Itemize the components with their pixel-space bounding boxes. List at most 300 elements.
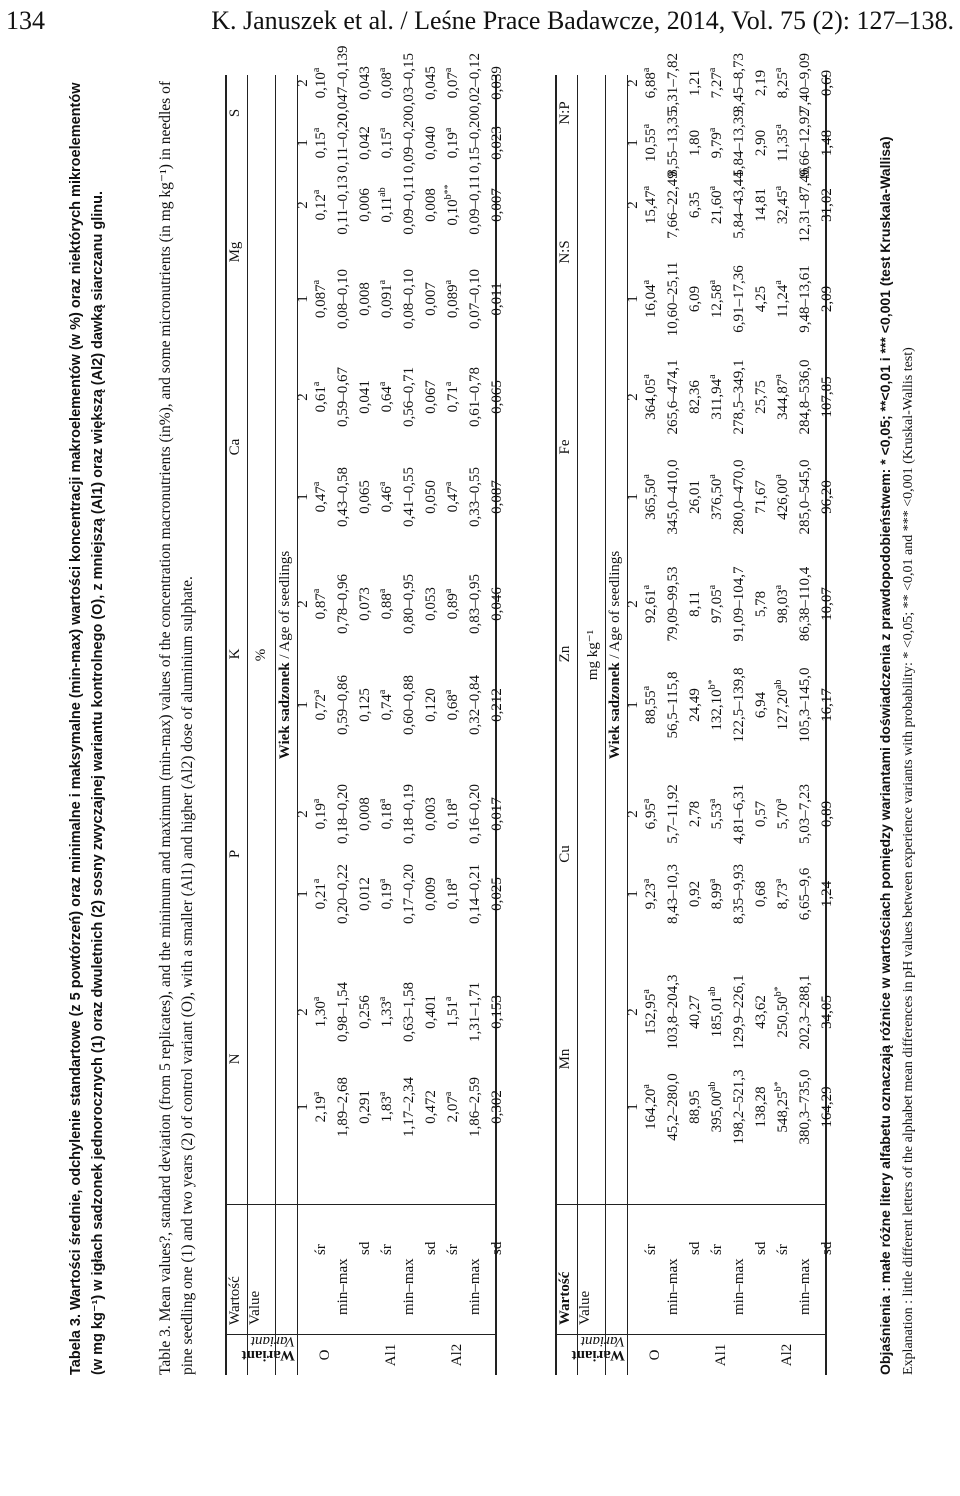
table-cell: 0,212: [489, 688, 505, 722]
value-header: Wartość: [227, 1276, 243, 1325]
element-header: K: [227, 648, 243, 660]
table-cell: 103,8–204,3: [665, 974, 681, 1050]
table-cell: 10,07: [819, 587, 835, 621]
table-cell: 0,07–0,10: [467, 269, 483, 329]
table-cell: 24,49: [687, 688, 703, 722]
table-cell: 0,006: [357, 188, 373, 222]
table-cell: 0,46$^a$: [377, 481, 395, 513]
table-cell: 8,55–13,35: [665, 109, 681, 177]
element-header: Zn: [557, 645, 573, 663]
table-cell: 92,61$^a$: [641, 584, 659, 624]
unit-label: %: [253, 648, 269, 662]
table-cell: 1,83$^a$: [377, 1091, 395, 1123]
table-cell: 2,78: [687, 800, 703, 828]
table-cell: 0,16–0,20: [467, 784, 483, 844]
table-cell: 1,51$^a$: [443, 996, 461, 1028]
table-cell: 5,78: [753, 590, 769, 618]
table-cell: 0,20–0,22: [335, 864, 351, 924]
age-header: [607, 551, 624, 759]
table-cell: 0,80–0,95: [401, 574, 417, 634]
table-cell: 0,41–0,55: [401, 467, 417, 527]
age-header-pl: Wiek sadzonek: [277, 662, 293, 760]
table-cell: 0,050: [423, 480, 439, 514]
table-cell: 12,31–87,46: [797, 167, 813, 243]
table-cell: 105,3–145,0: [797, 667, 813, 743]
table-cell: 7,27$^a$: [707, 67, 725, 99]
rule-line: [297, 75, 298, 1375]
table-cell: 0,56–0,71: [401, 367, 417, 427]
variant-label: Al1: [383, 1343, 399, 1367]
table-cell: 0,401: [423, 995, 439, 1029]
table-cell: 0,042: [357, 126, 373, 160]
stat-label: sd: [753, 1241, 769, 1255]
running-head: K. Januszek et al. / Leśne Prace Badawcze, 2014, Vol. 75 (2): 127–138.: [211, 6, 954, 35]
table-cell: 164,29: [819, 1086, 835, 1128]
table-cell: 88,55$^a$: [641, 685, 659, 725]
table-cell: 0,60–0,88: [401, 675, 417, 735]
table-cell: 344,87$^a$: [773, 374, 791, 420]
age-subheader: 2: [295, 393, 311, 401]
table-cell: 1,48: [819, 129, 835, 157]
table-cell: 7,66–22,49: [665, 171, 681, 239]
table-cell: 43,62: [753, 995, 769, 1029]
table-cell: 0,003: [423, 797, 439, 831]
table-cell: 10,55$^a$: [641, 123, 659, 163]
table-cell: 0,15$^a$: [311, 127, 329, 159]
table-cell: $250,50^{b*}$: [773, 986, 791, 1038]
table-cell: 0,83–0,95: [467, 574, 483, 634]
rule-line: [225, 1204, 495, 1205]
table-cell: 0,11–0,13: [335, 175, 351, 235]
table-cell: 86,38–110,4: [797, 566, 813, 642]
table-cell: 0,61–0,78: [467, 367, 483, 427]
unit-label: mg kg⁻¹: [585, 629, 601, 681]
table-cell: 0,69: [819, 69, 835, 97]
table-cell: 0,03–0,15: [401, 53, 417, 113]
element-header: Ca: [227, 438, 243, 456]
table-cell: 0,041: [357, 380, 373, 414]
table-cell: 0,08$^a$: [377, 67, 395, 99]
table-cell: 0,15–0,20: [467, 113, 483, 173]
table-cell: 79,09–99,53: [665, 566, 681, 642]
page-number: 134: [6, 6, 45, 35]
rule-line: [247, 75, 248, 1375]
age-header-en: / Age of seedlings: [607, 550, 623, 663]
table-cell: 45,2–280,0: [665, 1073, 681, 1141]
table-micronutrients: [555, 53, 871, 1375]
table-cell: 0,08–0,10: [401, 269, 417, 329]
table-cell: 311,94$^a$: [707, 374, 725, 420]
table-cell: 8,73$^a$: [773, 878, 791, 910]
table-cell: 1,33$^a$: [377, 996, 395, 1028]
table-cell: 10,60–25,11: [665, 261, 681, 337]
table-cell: 11,35$^a$: [773, 124, 791, 162]
age-subheader: 1: [625, 701, 641, 709]
age-subheader: 2: [295, 79, 311, 87]
table-cell: 0,053: [423, 587, 439, 621]
age-subheader: 2: [625, 1008, 641, 1016]
age-subheader: 1: [625, 139, 641, 147]
table-cell: 0,71$^a$: [443, 381, 461, 413]
rule-line: [225, 75, 227, 1375]
table-cell: 0,63–1,58: [401, 982, 417, 1042]
element-header: N:P: [557, 101, 573, 125]
value-header-en: Value: [247, 1290, 263, 1325]
table-macronutrients: [225, 45, 555, 1375]
table-cell: 0,88$^a$: [377, 588, 395, 620]
stat-label: śr: [709, 1244, 725, 1255]
table-cell: 0,087$^a$: [311, 279, 329, 319]
variant-label: Al1: [713, 1343, 729, 1367]
table-cell: 395,00$^{ab}$: [707, 1081, 725, 1133]
age-subheader: 2: [625, 600, 641, 608]
stat-label: sd: [489, 1241, 505, 1255]
age-subheader: 2: [295, 201, 311, 209]
table-cell: 5,7–11,92: [665, 784, 681, 844]
table-cell: 0,012: [357, 877, 373, 911]
value-header-en: Value: [577, 1290, 593, 1325]
rule-line: [555, 75, 557, 1375]
table-cell: 138,28: [753, 1086, 769, 1128]
table-cell: 0,120: [423, 688, 439, 722]
table-cell: 0,065: [489, 380, 505, 414]
age-subheader: 1: [625, 493, 641, 501]
table-cell: 0,472: [423, 1090, 439, 1124]
table-cell: 1,30$^a$: [311, 996, 329, 1028]
table-cell: 6,35: [687, 191, 703, 219]
table-cell: 0,64$^a$: [377, 381, 395, 413]
age-subheader: 1: [295, 890, 311, 898]
table-cell: 5,53$^a$: [707, 798, 725, 830]
table-cell: 8,99$^a$: [707, 878, 725, 910]
table-cell: 98,03$^a$: [773, 584, 791, 624]
age-subheader: 2: [625, 810, 641, 818]
table-cell: 0,007: [423, 282, 439, 316]
element-header: Mg: [227, 241, 243, 263]
table-cell: 40,27: [687, 995, 703, 1029]
table-cell: 0,92: [687, 880, 703, 908]
table-cell: 1,21: [687, 69, 703, 97]
table-cell: 278,5–349,1: [731, 359, 747, 435]
rotated-table-block: [65, 45, 960, 1375]
table-cell: 88,95: [687, 1090, 703, 1124]
table-cell: 9,66–12,92: [797, 109, 813, 177]
table-cell: 0,87$^a$: [311, 588, 329, 620]
variant-header: Wariant: [241, 1347, 295, 1363]
footnote-english: Explanation : little different letters of the alphabet mean differences in pH values between experience variants with probability: * <0,05; ** <0,01 and *** <0,001 (Kruskal-Wallis test): [901, 347, 916, 1375]
age-subheader: 2: [625, 201, 641, 209]
table-cell: 0,02–0,12: [467, 53, 483, 113]
table-cell: 0,59–0,86: [335, 675, 351, 735]
table-cell: 0,256: [357, 995, 373, 1029]
table-cell: 4,81–6,31: [731, 784, 747, 844]
table-cell: 164,20$^a$: [641, 1084, 659, 1130]
table-cell: 25,75: [753, 380, 769, 414]
table-cell: 0,43–0,58: [335, 467, 351, 527]
table-cell: 26,01: [687, 480, 703, 514]
element-header: N:S: [557, 240, 573, 264]
table-cell: 82,36: [687, 380, 703, 414]
age-subheader: 1: [295, 493, 311, 501]
stat-label: śr: [775, 1244, 791, 1255]
table-cell: 31,02: [819, 188, 835, 222]
table-cell: $0,10^{b**}$: [443, 184, 461, 226]
table-cell: 345,0–410,0: [665, 459, 681, 535]
table-cell: 0,025: [489, 877, 505, 911]
age-header-pl: Wiek sadzonek: [607, 662, 623, 760]
stat-label: śr: [445, 1244, 461, 1255]
age-subheader: 2: [295, 600, 311, 608]
table-cell: 0,047–0,139: [335, 45, 351, 121]
table-cell: 0,18$^a$: [443, 878, 461, 910]
table-cell: 0,61$^a$: [311, 381, 329, 413]
table-cell: 426,00$^a$: [773, 474, 791, 520]
stat-label: min–max: [401, 1258, 417, 1315]
table-cell: 0,89: [819, 800, 835, 828]
table-cell: 6,09: [687, 285, 703, 313]
age-header: [277, 551, 294, 759]
table-cell: 9,23$^a$: [641, 878, 659, 910]
table-cell: 56,5–115,8: [665, 671, 681, 739]
element-header: Fe: [557, 439, 573, 455]
table-cell: 0,291: [357, 1090, 373, 1124]
age-header-en: / Age of seedlings: [277, 550, 293, 663]
element-header: Mn: [557, 1048, 573, 1070]
table-cell: 0,011: [489, 282, 505, 316]
age-subheader: 2: [625, 79, 641, 87]
element-header: Cu: [557, 845, 573, 863]
table-cell: 8,11: [687, 591, 703, 617]
table-cell: 91,09–104,7: [731, 566, 747, 642]
table-cell: 5,31–7,82: [665, 53, 681, 113]
table-cell: 2,07$^a$: [443, 1091, 461, 1123]
table-cell: 0,18–0,20: [335, 784, 351, 844]
table-cell: 0,89$^a$: [443, 588, 461, 620]
table-cell: 0,18$^a$: [443, 798, 461, 830]
table-cell: 285,0–545,0: [797, 459, 813, 535]
page-header: [0, 0, 960, 60]
table-cell: 0,125: [357, 688, 373, 722]
table-cell: 1,31–1,71: [467, 982, 483, 1042]
table-cell: 32,45$^a$: [773, 185, 791, 225]
variant-label: Al2: [449, 1343, 465, 1367]
variant-label: O: [317, 1349, 333, 1361]
table-cell: 0,15$^a$: [377, 127, 395, 159]
stat-label: min–max: [797, 1258, 813, 1315]
table-cell: 0,10$^a$: [311, 67, 329, 99]
table-cell: 5,84–13,39: [731, 109, 747, 177]
table-cell: 0,19$^a$: [311, 798, 329, 830]
table-cell: 0,14–0,21: [467, 864, 483, 924]
age-subheader: 2: [295, 1008, 311, 1016]
table-cell: 6,95$^a$: [641, 798, 659, 830]
table-cell: 0,74$^a$: [377, 689, 395, 721]
table-cell: 0,78–0,96: [335, 574, 351, 634]
table-cell: 2,90: [753, 129, 769, 157]
age-subheader: 1: [295, 139, 311, 147]
table-cell: 0,065: [357, 480, 373, 514]
table-cell: 2,19: [753, 69, 769, 97]
age-subheader: 2: [295, 810, 311, 818]
table-cell: 5,70$^a$: [773, 798, 791, 830]
age-subheader: 1: [295, 701, 311, 709]
table-cell: 107,85: [819, 376, 835, 418]
table-cell: 0,08–0,10: [335, 269, 351, 329]
table-cell: 0,68$^a$: [443, 689, 461, 721]
table-cell: 15,47$^a$: [641, 185, 659, 225]
age-subheader: 1: [625, 1103, 641, 1111]
table-cell: 0,47$^a$: [443, 481, 461, 513]
table-cell: 0,043: [357, 66, 373, 100]
table-cell: 0,11$^{ab}$: [377, 187, 395, 223]
table-cell: 0,19$^a$: [377, 878, 395, 910]
table-cell: 152,95$^a$: [641, 989, 659, 1035]
table-cell: 0,008: [357, 797, 373, 831]
stat-label: sd: [357, 1241, 373, 1255]
table-cell: 0,007: [489, 188, 505, 222]
rule-line: [605, 75, 606, 1375]
table-cell: 202,3–288,1: [797, 974, 813, 1050]
variant-header: Wariant: [571, 1347, 625, 1363]
stat-label: sd: [687, 1241, 703, 1255]
rule-line: [577, 75, 578, 1375]
footnote-polish: Objaśnienia : małe różne litery alfabetu oznaczają różnice w wartościach pomiędzy wariantami doświadczenia z prawdopodobieństwem: * <0,05; **<0,01 i *** <0,001 (test Kruskala-Wallisa): [877, 136, 893, 1375]
stat-label: śr: [643, 1244, 659, 1255]
table-cell: 364,05$^a$: [641, 374, 659, 420]
table-cell: 0,59–0,67: [335, 367, 351, 427]
table-cell: 127,20$^{ab}$: [773, 679, 791, 731]
table-cell: 14,81: [753, 188, 769, 222]
table-cell: 9,79$^a$: [707, 127, 725, 159]
table-cell: 96,20: [819, 480, 835, 514]
table-cell: 5,84–43,44: [731, 171, 747, 239]
table-cell: 122,5–139,8: [731, 667, 747, 743]
table-cell: 0,067: [423, 380, 439, 414]
table-cell: 0,017: [489, 797, 505, 831]
table-cell: 0,09–0,20: [401, 113, 417, 173]
table-cell: 2,19$^a$: [311, 1091, 329, 1123]
table-cell: 8,43–10,3: [665, 864, 681, 924]
table-cell: 0,72$^a$: [311, 689, 329, 721]
table-cell: 365,50$^a$: [641, 474, 659, 520]
table-cell: 0,19$^a$: [443, 127, 461, 159]
table-cell: 8,25$^a$: [773, 67, 791, 99]
table-cell: 12,58$^a$: [707, 279, 725, 319]
table-cell: 34,05: [819, 995, 835, 1029]
rule-line: [825, 75, 827, 1375]
table-cell: 0,98–1,54: [335, 982, 351, 1042]
table-cell: 0,302: [489, 1090, 505, 1124]
table-cell: 6,91–17,36: [731, 265, 747, 333]
age-subheader: 1: [295, 295, 311, 303]
value-header: Wartość: [557, 1271, 573, 1325]
table-cell: 280,0–470,0: [731, 459, 747, 535]
table-cell: 5,03–7,23: [797, 784, 813, 844]
element-header: S: [227, 108, 243, 118]
caption-english: Table 3. Mean values?, standard deviation (from 5 replicates), and the minimum and maximum (min-max) values of the concentration macronutrients (in%), and some micronutrients (in mg kg⁻¹) in needles of pine seedling one (1) and two years (2) of control variant (O), with a smaller (Al1) and higher (Al2) dose of aluminium sulphate.: [157, 81, 196, 1375]
table-cell: 0,09–0,11: [401, 175, 417, 235]
table-cell: 11,24$^a$: [773, 280, 791, 318]
table-cell: 0,153: [489, 995, 505, 1029]
table-cell: 0,11–0,20: [335, 113, 351, 173]
rule-line: [275, 75, 276, 1375]
table-cell: 0,18$^a$: [377, 798, 395, 830]
table-cell: 3,45–8,73: [731, 53, 747, 113]
table-cell: 376,50$^a$: [707, 474, 725, 520]
variant-header-en: Variant: [250, 1333, 295, 1349]
table-cell: 16,17: [819, 688, 835, 722]
rule-line: [555, 1204, 825, 1205]
table-cell: 0,087: [489, 480, 505, 514]
table-cell: 0,023: [489, 126, 505, 160]
table-cell: $548,25^{b*}$: [773, 1081, 791, 1133]
stat-label: min–max: [335, 1258, 351, 1315]
caption-polish: Tabela 3. Wartości średnie, odchylenie standartowe (z 5 powtórzeń) oraz minimalne i maksymalne (min-max) wartości koncentracji makroelementów (w %) oraz niektórych mikroelementów (w mg kg⁻¹) w igłach sadzonek jednorocznych (1) oraz dwuletnich (2) sosny zwyczajnej wariantu kontrolnego (O), z mniejszą (Al1) oraz większą (Al2) dawką siarczanu glinu.: [68, 82, 106, 1375]
table-cell: 0,045: [423, 66, 439, 100]
table-cell: 0,089$^a$: [443, 279, 461, 319]
table-cell: 0,33–0,55: [467, 467, 483, 527]
table-cell: 1,89–2,68: [335, 1077, 351, 1137]
table-cell: 0,040: [423, 126, 439, 160]
stat-label: min–max: [731, 1258, 747, 1315]
table-cell: 0,008: [423, 188, 439, 222]
table-cell: 0,18–0,19: [401, 784, 417, 844]
age-subheader: 1: [625, 295, 641, 303]
table-cell: 198,2–521,3: [731, 1069, 747, 1145]
element-header: P: [227, 849, 243, 859]
stat-label: śr: [379, 1244, 395, 1255]
table-cell: 129,9–226,1: [731, 974, 747, 1050]
variant-label: O: [647, 1349, 663, 1361]
table-cell: 0,57: [753, 800, 769, 828]
table-cell: 284,8–536,0: [797, 359, 813, 435]
stat-label: sd: [423, 1241, 439, 1255]
table-cell: 1,86–2,59: [467, 1077, 483, 1137]
table-cell: 0,008: [357, 282, 373, 316]
table-cell: 185,01$^{ab}$: [707, 986, 725, 1038]
stat-label: śr: [313, 1244, 329, 1255]
table-cell: 0,073: [357, 587, 373, 621]
table-cell: 0,47$^a$: [311, 481, 329, 513]
table-cell: 9,48–13,61: [797, 265, 813, 333]
stat-label: min–max: [467, 1258, 483, 1315]
table-cell: 0,21$^a$: [311, 878, 329, 910]
age-subheader: 1: [625, 890, 641, 898]
table-cell: $132,10^{b*}$: [707, 679, 725, 731]
table-cell: 0,091$^a$: [377, 279, 395, 319]
variant-label: Al2: [779, 1343, 795, 1367]
table-cell: 71,67: [753, 480, 769, 514]
table-cell: 0,009: [423, 877, 439, 911]
table-cell: 0,17–0,20: [401, 864, 417, 924]
table-cell: 1,80: [687, 129, 703, 157]
table-cell: 0,32–0,84: [467, 675, 483, 735]
table-cell: 97,05$^a$: [707, 584, 725, 624]
table-cell: 6,88$^a$: [641, 67, 659, 99]
age-subheader: 2: [625, 393, 641, 401]
table-cell: 8,35–9,93: [731, 864, 747, 924]
table-cell: 0,09–0,11: [467, 175, 483, 235]
table-cell: 265,6–474,1: [665, 359, 681, 435]
rule-line: [627, 75, 628, 1375]
table-cell: 0,07$^a$: [443, 67, 461, 99]
stat-label: min–max: [665, 1258, 681, 1315]
table-cell: 1,24: [819, 880, 835, 908]
rule-line: [495, 75, 497, 1375]
table-cell: 380,3–735,0: [797, 1069, 813, 1145]
table-cell: 16,04$^a$: [641, 279, 659, 319]
table-cell: 4,25: [753, 285, 769, 313]
